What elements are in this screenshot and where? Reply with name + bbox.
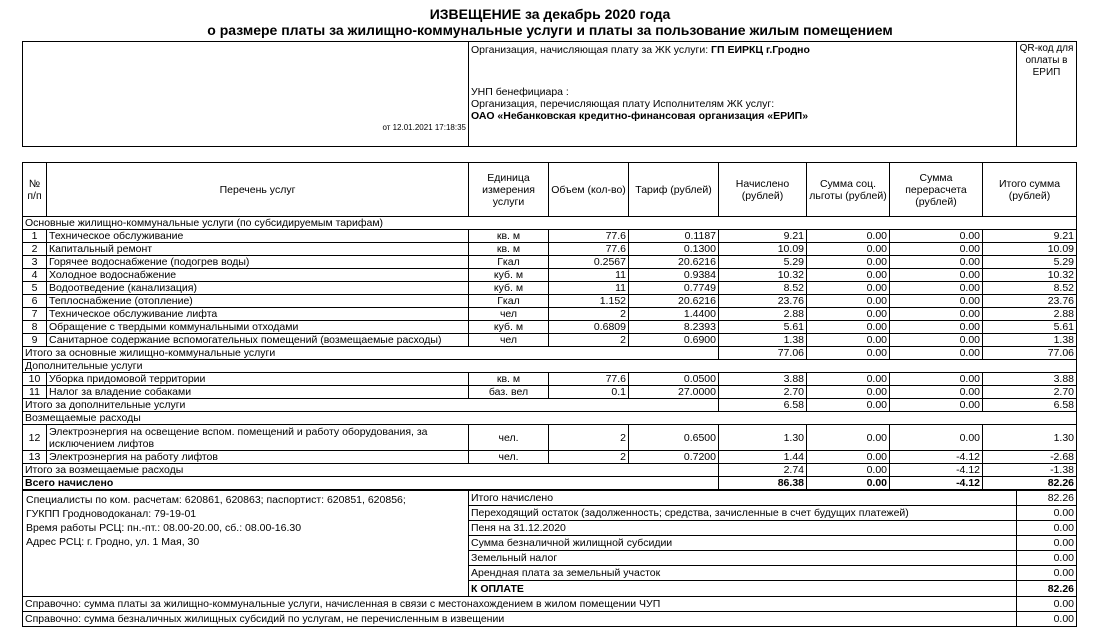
table-row — [23, 334, 1077, 347]
row-number: 6 — [23, 295, 47, 308]
row-service-name: Техническое обслуживание — [47, 230, 469, 243]
row-volume: 11 — [549, 282, 629, 295]
row-number: 13 — [23, 451, 47, 464]
table-row — [23, 373, 1077, 386]
row-service-name: Налог за владение собаками — [47, 386, 469, 399]
row-tariff: 20.6216 — [629, 256, 719, 269]
subtotal-row — [23, 347, 1077, 360]
col-total: Итого сумма (рублей) — [983, 163, 1077, 217]
row-total: 23.76 — [983, 295, 1077, 308]
row-recalc: 0.00 — [890, 425, 983, 451]
section-header-row — [23, 412, 1077, 425]
row-charged: 1.44 — [719, 451, 807, 464]
row-volume: 77.6 — [549, 243, 629, 256]
grand-total-recalc: -4.12 — [890, 477, 983, 490]
row-unit: куб. м — [469, 269, 549, 282]
row-service-name: Обращение с твердыми коммунальными отходами — [47, 321, 469, 334]
subtotal-recalc: 0.00 — [890, 347, 983, 360]
row-charged: 9.21 — [719, 230, 807, 243]
row-number: 7 — [23, 308, 47, 321]
col-tariff: Тариф (рублей) — [629, 163, 719, 217]
row-tariff: 8.2393 — [629, 321, 719, 334]
summary-label: Пеня на 31.12.2020 — [469, 521, 1017, 536]
row-tariff: 20.6216 — [629, 295, 719, 308]
grand-total-total: 82.26 — [983, 477, 1077, 490]
row-benefit: 0.00 — [807, 243, 890, 256]
col-benefit: Сумма соц. льготы (рублей) — [807, 163, 890, 217]
row-benefit: 0.00 — [807, 295, 890, 308]
qr-label: QR-код для оплаты в ЕРИП — [1019, 43, 1074, 78]
summary-value: 0.00 — [1017, 536, 1077, 551]
row-unit: кв. м — [469, 230, 549, 243]
org-info — [469, 42, 1017, 147]
subtotal-recalc: -4.12 — [890, 464, 983, 477]
row-charged: 2.88 — [719, 308, 807, 321]
row-volume: 77.6 — [549, 230, 629, 243]
row-tariff: 0.0500 — [629, 373, 719, 386]
row-number: 4 — [23, 269, 47, 282]
row-tariff: 0.6500 — [629, 425, 719, 451]
row-recalc: 0.00 — [890, 308, 983, 321]
row-recalc: 0.00 — [890, 386, 983, 399]
row-number: 9 — [23, 334, 47, 347]
row-tariff: 0.1300 — [629, 243, 719, 256]
row-service-name: Водоотведение (канализация) — [47, 282, 469, 295]
org-transfer-label: Организация, перечисляющая плату Исполнителям ЖК услуг: — [471, 98, 775, 110]
row-service-name: Техническое обслуживание лифта — [47, 308, 469, 321]
row-number: 3 — [23, 256, 47, 269]
row-service-name: Горячее водоснабжение (подогрев воды) — [47, 256, 469, 269]
table-header-row — [23, 163, 1077, 217]
row-total: 1.38 — [983, 334, 1077, 347]
col-charged: Начислено (рублей) — [719, 163, 807, 217]
grand-total-label: Всего начислено — [23, 477, 719, 490]
row-number: 1 — [23, 230, 47, 243]
contacts-line: Адрес РСЦ: г. Гродно, ул. 1 Мая, 30 — [26, 536, 200, 548]
row-service-name: Санитарное содержание вспомогательных помещений (возмещаемые расходы) — [47, 334, 469, 347]
row-unit: чел — [469, 308, 549, 321]
row-recalc: 0.00 — [890, 243, 983, 256]
row-recalc: 0.00 — [890, 269, 983, 282]
row-unit: чел — [469, 334, 549, 347]
row-benefit: 0.00 — [807, 321, 890, 334]
row-benefit: 0.00 — [807, 282, 890, 295]
subtotal-charged: 77.06 — [719, 347, 807, 360]
row-benefit: 0.00 — [807, 373, 890, 386]
table-row — [23, 269, 1077, 282]
row-service-name: Капитальный ремонт — [47, 243, 469, 256]
row-total: 1.30 — [983, 425, 1077, 451]
row-charged: 3.88 — [719, 373, 807, 386]
row-number: 8 — [23, 321, 47, 334]
table-row — [23, 282, 1077, 295]
col-volume: Объем (кол-во) — [549, 163, 629, 217]
row-total: 5.61 — [983, 321, 1077, 334]
grand-total-charged: 86.38 — [719, 477, 807, 490]
row-total: 5.29 — [983, 256, 1077, 269]
row-unit: баз. вел — [469, 386, 549, 399]
row-tariff: 0.1187 — [629, 230, 719, 243]
row-total: 8.52 — [983, 282, 1077, 295]
row-recalc: 0.00 — [890, 321, 983, 334]
row-service-name: Уборка придомовой территории — [47, 373, 469, 386]
row-charged: 8.52 — [719, 282, 807, 295]
summary-label: Сумма безналичной жилищной субсидии — [469, 536, 1017, 551]
to-pay-label: К ОПЛАТЕ — [469, 581, 1017, 597]
row-recalc: -4.12 — [890, 451, 983, 464]
row-volume: 0.2567 — [549, 256, 629, 269]
row-benefit: 0.00 — [807, 425, 890, 451]
row-volume: 1.152 — [549, 295, 629, 308]
contacts-line: Специалисты по ком. расчетам: 620861, 620863; паспортист: 620851, 620856; — [26, 494, 406, 506]
row-tariff: 0.6900 — [629, 334, 719, 347]
row-total: 2.88 — [983, 308, 1077, 321]
table-row — [23, 451, 1077, 464]
row-charged: 1.38 — [719, 334, 807, 347]
row-recalc: 0.00 — [890, 373, 983, 386]
row-service-name: Электроэнергия на освещение вспом. помещений и работу оборудования, за исключением лифтов — [47, 425, 469, 451]
row-volume: 0.6809 — [549, 321, 629, 334]
subtotal-benefit: 0.00 — [807, 464, 890, 477]
table-row — [23, 308, 1077, 321]
summary-label: Переходящий остаток (задолженность; средства, зачисленные в счет будущих платежей) — [469, 506, 1017, 521]
contacts-line: Время работы РСЦ: пн.-пт.: 08.00-20.00, сб.: 08.00-16.30 — [26, 522, 302, 534]
row-total: 10.09 — [983, 243, 1077, 256]
subtotal-benefit: 0.00 — [807, 347, 890, 360]
summary-label: Земельный налог — [469, 551, 1017, 566]
qr-code-area — [1017, 42, 1077, 147]
row-volume: 11 — [549, 269, 629, 282]
row-service-name: Холодное водоснабжение — [47, 269, 469, 282]
row-unit: куб. м — [469, 282, 549, 295]
row-volume: 2 — [549, 308, 629, 321]
table-row — [23, 386, 1077, 399]
col-num: № п/п — [23, 163, 47, 217]
subtotal-total: -1.38 — [983, 464, 1077, 477]
table-row — [23, 256, 1077, 269]
to-pay-value: 82.26 — [1017, 581, 1077, 597]
grand-total-row — [23, 477, 1077, 490]
section-header-row — [23, 217, 1077, 230]
subtotal-label: Итого за дополнительные услуги — [23, 399, 719, 412]
summary-block — [22, 490, 1077, 627]
services-table — [22, 162, 1077, 490]
row-tariff: 27.0000 — [629, 386, 719, 399]
table-row — [23, 425, 1077, 451]
printed-date: от 12.01.2021 17:18:35 — [382, 123, 466, 132]
contacts-line: ГУКПП Гродноводоканал: 79-19-01 — [26, 508, 197, 520]
note-value: 0.00 — [1017, 612, 1077, 627]
payer-area — [23, 42, 469, 147]
row-unit: чел. — [469, 451, 549, 464]
row-tariff: 0.9384 — [629, 269, 719, 282]
table-row — [23, 321, 1077, 334]
row-benefit: 0.00 — [807, 308, 890, 321]
table-row — [23, 295, 1077, 308]
row-benefit: 0.00 — [807, 256, 890, 269]
row-tariff: 1.4400 — [629, 308, 719, 321]
row-unit: кв. м — [469, 373, 549, 386]
row-total: 9.21 — [983, 230, 1077, 243]
org-calc-name: ГП ЕИРКЦ г.Гродно — [711, 44, 810, 56]
subtotal-recalc: 0.00 — [890, 399, 983, 412]
subtotal-label: Итого за возмещаемые расходы — [23, 464, 719, 477]
row-charged: 10.32 — [719, 269, 807, 282]
row-charged: 5.61 — [719, 321, 807, 334]
row-benefit: 0.00 — [807, 230, 890, 243]
row-service-name: Электроэнергия на работу лифтов — [47, 451, 469, 464]
row-unit: Гкал — [469, 256, 549, 269]
row-recalc: 0.00 — [890, 295, 983, 308]
summary-value: 0.00 — [1017, 566, 1077, 581]
row-charged: 1.30 — [719, 425, 807, 451]
subtotal-charged: 6.58 — [719, 399, 807, 412]
summary-label: Арендная плата за земельный участок — [469, 566, 1017, 581]
summary-value: 0.00 — [1017, 521, 1077, 536]
summary-value: 0.00 — [1017, 506, 1077, 521]
row-recalc: 0.00 — [890, 334, 983, 347]
subtotal-label: Итого за основные жилищно-коммунальные услуги — [23, 347, 719, 360]
section-title: Дополнительные услуги — [23, 360, 1077, 373]
col-recalc: Сумма перерасчета (рублей) — [890, 163, 983, 217]
row-volume: 2 — [549, 334, 629, 347]
row-unit: Гкал — [469, 295, 549, 308]
table-row — [23, 243, 1077, 256]
row-tariff: 0.7200 — [629, 451, 719, 464]
notice-title: ИЗВЕЩЕНИЕ за декабрь 2020 года — [429, 6, 671, 22]
row-benefit: 0.00 — [807, 269, 890, 282]
row-total: 2.70 — [983, 386, 1077, 399]
row-charged: 2.70 — [719, 386, 807, 399]
row-number: 10 — [23, 373, 47, 386]
row-benefit: 0.00 — [807, 334, 890, 347]
subtotal-charged: 2.74 — [719, 464, 807, 477]
col-unit: Единица измерения услуги — [469, 163, 549, 217]
note-label: Справочно: сумма платы за жилищно-коммунальные услуги, начисленная в связи с местонахождением в жилом помещении ЧУП — [23, 597, 1017, 612]
row-charged: 23.76 — [719, 295, 807, 308]
row-volume: 2 — [549, 425, 629, 451]
row-recalc: 0.00 — [890, 256, 983, 269]
row-service-name: Теплоснабжение (отопление) — [47, 295, 469, 308]
row-benefit: 0.00 — [807, 451, 890, 464]
subtotal-row — [23, 464, 1077, 477]
row-charged: 5.29 — [719, 256, 807, 269]
row-total: 3.88 — [983, 373, 1077, 386]
row-unit: чел. — [469, 425, 549, 451]
row-recalc: 0.00 — [890, 282, 983, 295]
org-transfer-name: ОАО «Небанковская кредитно-финансовая организация «ЕРИП» — [471, 110, 809, 122]
row-volume: 2 — [549, 451, 629, 464]
notice-subtitle: о размере платы за жилищно-коммунальные услуги и платы за пользование жилым помещением — [207, 22, 893, 38]
row-tariff: 0.7749 — [629, 282, 719, 295]
section-title: Возмещаемые расходы — [23, 412, 1077, 425]
row-volume: 0.1 — [549, 386, 629, 399]
unp-label: УНП бенефициара : — [471, 86, 569, 98]
row-benefit: 0.00 — [807, 386, 890, 399]
note-label: Справочно: сумма безналичных жилищных субсидий по услугам, не перечисленным в извещении — [23, 612, 1017, 627]
row-total: 10.32 — [983, 269, 1077, 282]
row-number: 5 — [23, 282, 47, 295]
subtotal-row — [23, 399, 1077, 412]
contacts — [23, 491, 469, 597]
row-recalc: 0.00 — [890, 230, 983, 243]
row-number: 12 — [23, 425, 47, 451]
table-row — [23, 230, 1077, 243]
section-header-row — [23, 360, 1077, 373]
subtotal-total: 6.58 — [983, 399, 1077, 412]
header-block — [22, 41, 1077, 147]
note-value: 0.00 — [1017, 597, 1077, 612]
summary-label: Итого начислено — [469, 491, 1017, 506]
row-volume: 77.6 — [549, 373, 629, 386]
subtotal-benefit: 0.00 — [807, 399, 890, 412]
note-row — [23, 612, 1077, 627]
row-charged: 10.09 — [719, 243, 807, 256]
grand-total-benefit: 0.00 — [807, 477, 890, 490]
section-title: Основные жилищно-коммунальные услуги (по субсидируемым тарифам) — [23, 217, 1077, 230]
row-total: -2.68 — [983, 451, 1077, 464]
row-number: 11 — [23, 386, 47, 399]
summary-value: 0.00 — [1017, 551, 1077, 566]
col-service: Перечень услуг — [47, 163, 469, 217]
row-unit: куб. м — [469, 321, 549, 334]
subtotal-total: 77.06 — [983, 347, 1077, 360]
note-row — [23, 597, 1077, 612]
org-calc-label: Организация, начисляющая плату за ЖК услуги: — [471, 44, 709, 56]
row-number: 2 — [23, 243, 47, 256]
row-unit: кв. м — [469, 243, 549, 256]
summary-value: 82.26 — [1017, 491, 1077, 506]
